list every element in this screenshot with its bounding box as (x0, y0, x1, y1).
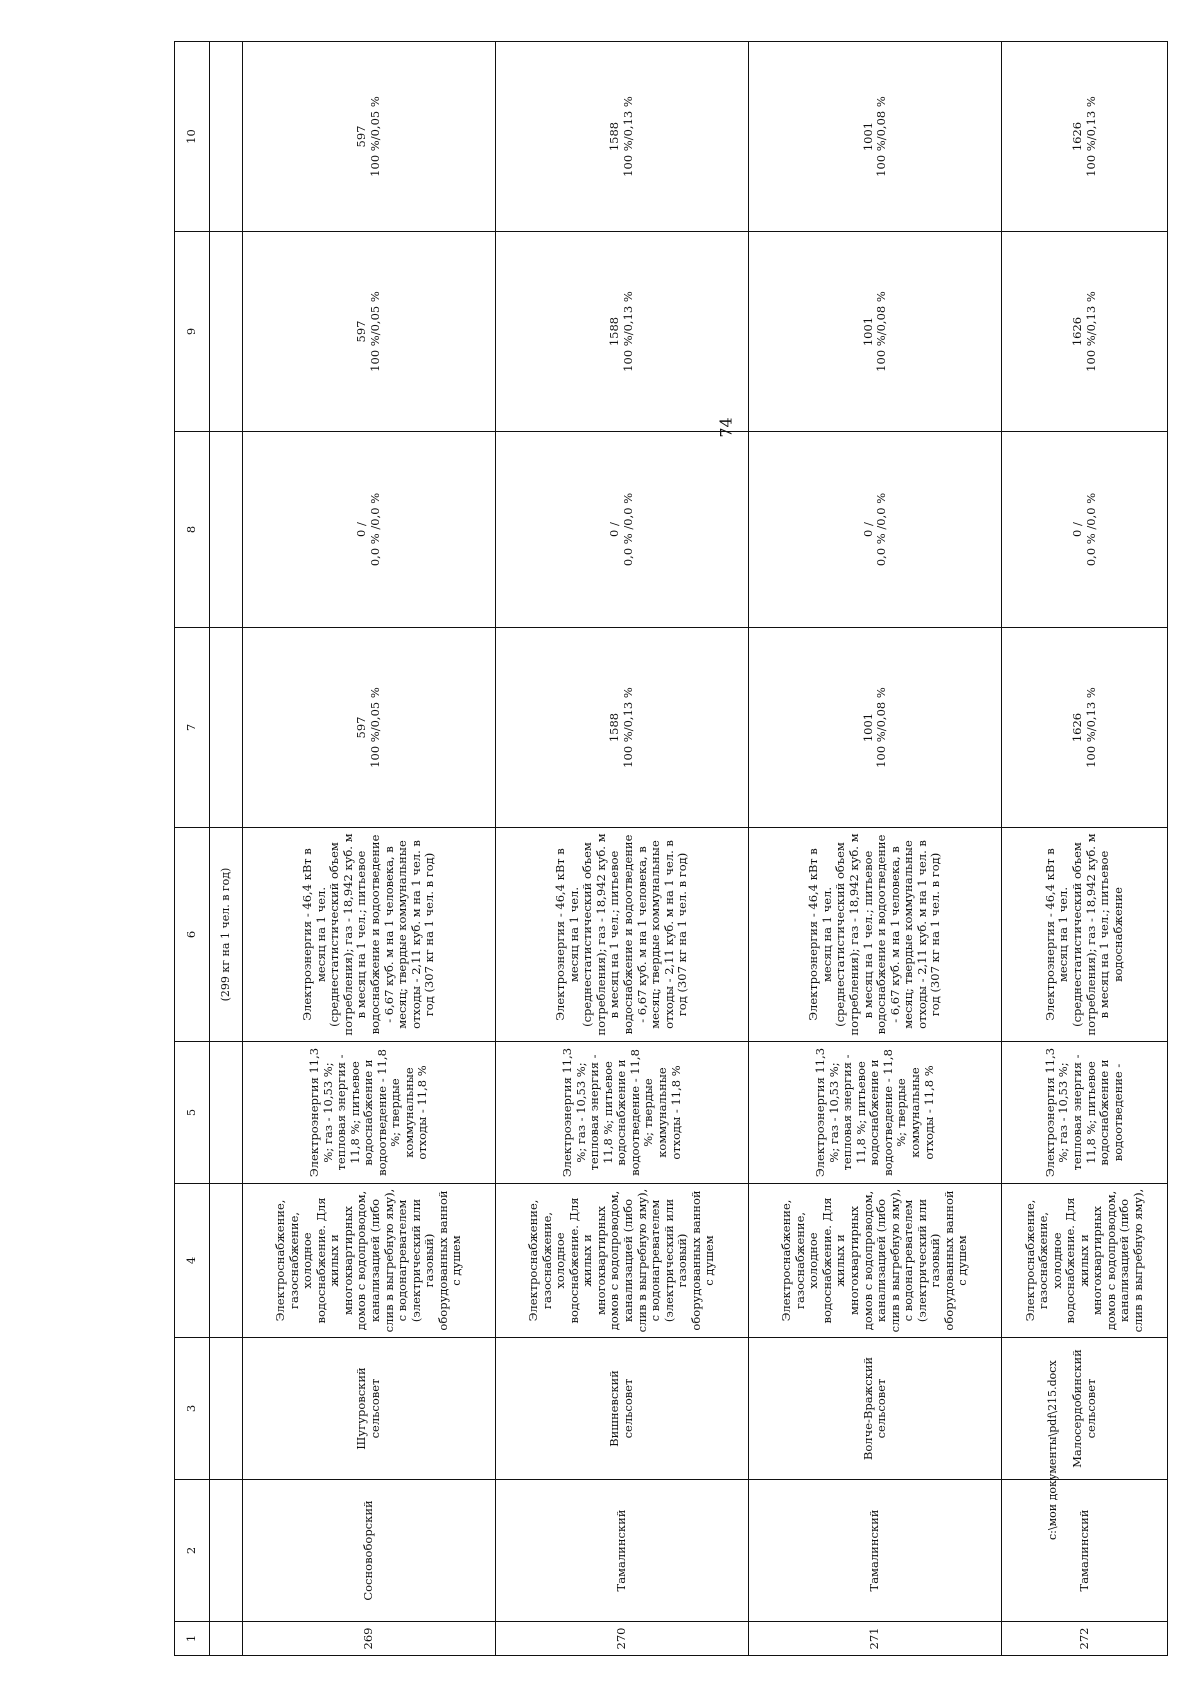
header-cell: 8 (175, 432, 210, 628)
services-cell: Электроснабжение, газоснабжение, холодное водоснабжение. Для жилых и многоквартирных домов с водопроводом, канализацией (либо слив в выгребную яму), с водонагревателем (электрический или газовый) оборудованных ванной с душем (749, 1184, 1002, 1338)
header-cell: 9 (175, 232, 210, 432)
district-cell: Тамалинский (496, 1480, 749, 1622)
norms-cell: Электроэнергия - 46,4 кВт в месяц на 1 чел. (среднестатистический объем потребления); газ - 18,942 куб. м в месяц на 1 чел.; питьевое водоснабжение и водоотведение - 6,67 куб. м на 1 человека, в месяц; твердые коммунальные отходы - 2,11 куб. м на 1 чел. в год (307 кг на 1 чел. в год) (749, 828, 1002, 1042)
col7-cell: 1588 100 %/0,13 % (496, 628, 749, 828)
district-cell: Тамалинский (1002, 1480, 1168, 1622)
settlement-cell: Вишневский сельсовет (496, 1338, 749, 1480)
norms-cell: Электроэнергия - 46,4 кВт в месяц на 1 чел. (среднестатистический объем потребления); газ - 18,942 куб. м в месяц на 1 чел.; питьевое водоснабжение и водоотведение - 6,67 куб. м на 1 человека, в месяц; твердые коммунальные отходы - 2,11 куб. м на 1 чел. в год (307 кг на 1 чел. в год) (496, 828, 749, 1042)
district-cell: Сосновоборский (243, 1480, 496, 1622)
page-number: 74 (716, 417, 736, 438)
table-row (243, 42, 496, 1656)
row-number: 272 (1002, 1622, 1168, 1656)
col9-cell: 1001 100 %/0,08 % (749, 232, 1002, 432)
col9-cell: 1588 100 %/0,13 % (496, 232, 749, 432)
col10-cell: 597 100 %/0,05 % (243, 42, 496, 232)
col10-cell: 1588 100 %/0,13 % (496, 42, 749, 232)
header-cell: 10 (175, 42, 210, 232)
col8-cell: 0 / 0,0 % /0,0 % (496, 432, 749, 628)
growth-cell: Электроэнергия 11,3 %; газ - 10,53 %; тепловая энергия - 11,8 %; питьевое водоснабжение и водоотведение - 11,8 %; твердые коммунальные отходы - 11,8 % (243, 1042, 496, 1184)
header-row (175, 42, 210, 1656)
col10-cell: 1001 100 %/0,08 % (749, 42, 1002, 232)
settlement-cell: Волче-Вражский сельсовет (749, 1338, 1002, 1480)
col7-cell: 597 100 %/0,05 % (243, 628, 496, 828)
continuation-cell: (299 кг на 1 чел. в год) (210, 828, 243, 1042)
table-row (496, 42, 749, 1656)
col9-cell: 597 100 %/0,05 % (243, 232, 496, 432)
data-table (174, 41, 1168, 1656)
table-row (749, 42, 1002, 1656)
growth-cell: Электроэнергия 11,3 %; газ - 10,53 %; тепловая энергия - 11,8 %; питьевое водоснабжение и водоотведение - 11,8 %; твердые коммунальные отходы - 11,8 % (496, 1042, 749, 1184)
table-row (1002, 42, 1168, 1656)
header-cell: 5 (175, 1042, 210, 1184)
row-number: 270 (496, 1622, 749, 1656)
row-number: 271 (749, 1622, 1002, 1656)
table-frame (174, 42, 1168, 1656)
header-cell: 3 (175, 1338, 210, 1480)
norms-cell: Электроэнергия - 46,4 кВт в месяц на 1 чел. (среднестатистический объем потребления); газ - 18,942 куб. м в месяц на 1 чел.; питьевое водоснабжение и водоотведение - 6,67 куб. м на 1 человека, в месяц; твердые коммунальные отходы - 2,11 куб. м на 1 чел. в год (307 кг на 1 чел. в год) (243, 828, 496, 1042)
services-cell: Электроснабжение, газоснабжение, холодное водоснабжение. Для жилых и многоквартирных домов с водопроводом, канализацией (либо слив в выгребную яму), с водонагревателем (электрический или газовый) оборудованных ванной с душем (243, 1184, 496, 1338)
header-cell: 4 (175, 1184, 210, 1338)
norms-cell: Электроэнергия - 46,4 кВт в месяц на 1 чел. (среднестатистический объем потребления); газ - 18,942 куб. м в месяц на 1 чел.; питьевое водоснабжение (1002, 828, 1168, 1042)
services-cell: Электроснабжение, газоснабжение, холодное водоснабжение. Для жилых и многоквартирных домов с водопроводом, канализацией (либо слив в выгребную яму), (1002, 1184, 1168, 1338)
growth-cell: Электроэнергия 11,3 %; газ - 10,53 %; тепловая энергия - 11,8 %; питьевое водоснабжение и водоотведение - 11,8 %; твердые коммунальные отходы - 11,8 % (749, 1042, 1002, 1184)
col7-cell: 1626 100 %/0,13 % (1002, 628, 1168, 828)
row-number: 269 (243, 1622, 496, 1656)
col10-cell: 1626 100 %/0,13 % (1002, 42, 1168, 232)
district-cell: Тамалинский (749, 1480, 1002, 1622)
header-cell: 2 (175, 1480, 210, 1622)
header-cell: 1 (175, 1622, 210, 1656)
growth-cell: Электроэнергия 11,3 %; газ - 10,53 %; тепловая энергия - 11,8 %; питьевое водоснабжение и водоотведение - (1002, 1042, 1168, 1184)
continuation-row (210, 42, 243, 1656)
col8-cell: 0 / 0,0 % /0,0 % (1002, 432, 1168, 628)
header-cell: 7 (175, 628, 210, 828)
services-cell: Электроснабжение, газоснабжение, холодное водоснабжение. Для жилых и многоквартирных домов с водопроводом, канализацией (либо слив в выгребную яму), с водонагревателем (электрический или газовый) оборудованных ванной с душем (496, 1184, 749, 1338)
settlement-cell: Шугуровский сельсовет (243, 1338, 496, 1480)
col9-cell: 1626 100 %/0,13 % (1002, 232, 1168, 432)
col7-cell: 1001 100 %/0,08 % (749, 628, 1002, 828)
footer-file-path: c:\мои документы\pdf\215.docx (1046, 1360, 1059, 1540)
col8-cell: 0 / 0,0 % /0,0 % (749, 432, 1002, 628)
col8-cell: 0 / 0,0 % /0,0 % (243, 432, 496, 628)
header-cell: 6 (175, 828, 210, 1042)
settlement-cell: Малосердобинский сельсовет (1002, 1338, 1168, 1480)
